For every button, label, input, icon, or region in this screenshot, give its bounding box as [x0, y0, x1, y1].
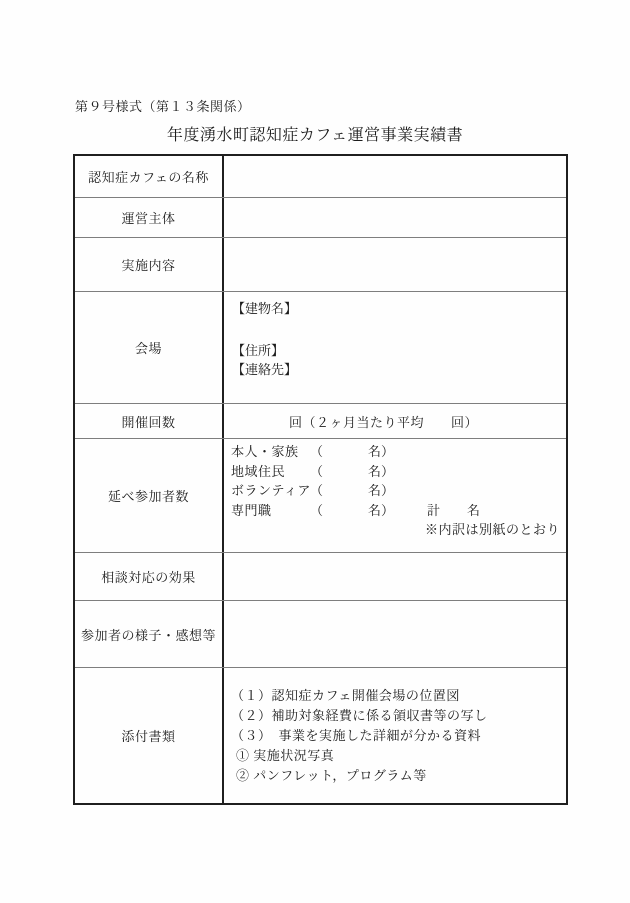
- participant-category: 本人・家族: [231, 444, 299, 459]
- participant-row-professionals: [231, 501, 562, 521]
- participant-open-paren: （: [310, 483, 324, 498]
- participant-row-family: [231, 442, 562, 462]
- venue-contact-label: 【連絡先】: [232, 362, 298, 377]
- attachment-item-2: （２）補助対象経費に係る領収書等の写し: [231, 707, 488, 723]
- table-row-attachments: [75, 668, 566, 803]
- participant-category: 専門職: [231, 502, 272, 518]
- table-row-consultation: [75, 553, 566, 601]
- row-label-participants: 延べ参加者数: [75, 439, 224, 552]
- participant-row-volunteers: [231, 481, 562, 501]
- cafe-name-blank-field: [224, 156, 566, 197]
- row-label-cafe-name: 認知症カフェの名称: [75, 156, 224, 197]
- venue-building-blank-space: [232, 318, 558, 341]
- venue-field: [224, 292, 566, 403]
- participant-unit: 名）: [368, 483, 395, 498]
- venue-building-label: 【建物名】: [232, 301, 298, 316]
- row-label-consultation: 相談対応の効果: [75, 553, 224, 600]
- attachment-subitem-1: ① 実施状況写真: [236, 747, 335, 763]
- row-label-details: 実施内容: [75, 238, 224, 291]
- participants-total-label: 計: [427, 502, 441, 518]
- operator-blank-field: [224, 198, 566, 237]
- impressions-blank-field: [224, 601, 566, 667]
- participant-row-residents: [231, 462, 562, 482]
- attachment-subitem-2: ② パンフレット，プログラム等: [236, 767, 427, 783]
- participant-open-paren: （: [310, 463, 324, 479]
- table-row-sessions: [75, 404, 566, 439]
- row-label-impressions: 参加者の様子・感想等: [75, 601, 224, 667]
- table-row-impressions: [75, 601, 566, 668]
- participants-field: [224, 439, 566, 552]
- form-number: 第９号様式（第１３条関係）: [75, 99, 251, 114]
- venue-address-label: 【住所】: [232, 343, 285, 358]
- page-title: 年度湧水町認知症カフェ運営事業実績書: [166, 127, 464, 144]
- row-label-sessions: 開催回数: [75, 404, 224, 438]
- table-row-details: [75, 238, 566, 292]
- participant-unit: 名）: [368, 463, 395, 479]
- attachment-item-3: （３） 事業を実施した詳細が分かる資料: [231, 727, 482, 743]
- sessions-count-field: 回（２ヶ月当たり平均 回）: [289, 414, 479, 430]
- participant-unit: 名）: [368, 444, 395, 459]
- participant-open-paren: （: [310, 502, 324, 518]
- participant-open-paren: （: [310, 444, 324, 459]
- participant-unit: 名）: [368, 502, 395, 518]
- table-row-participants: [75, 439, 566, 553]
- participant-category: ボランティア: [231, 483, 311, 498]
- row-label-operator: 運営主体: [75, 198, 224, 237]
- details-blank-field: [224, 238, 566, 291]
- row-label-venue: 会場: [75, 292, 224, 403]
- participants-total-unit: 名: [467, 502, 481, 518]
- participants-breakdown-note: ※内訳は別紙のとおり: [424, 522, 560, 537]
- attachment-item-1: （１）認知症カフェ開催会場の位置図: [231, 687, 460, 703]
- attachments-field: [224, 668, 566, 803]
- row-label-attachments: 添付書類: [75, 668, 224, 803]
- participant-category: 地域住民: [231, 463, 286, 479]
- consultation-blank-field: [224, 553, 566, 600]
- report-table: [73, 154, 568, 805]
- table-row-venue: [75, 292, 566, 404]
- table-row-operator: [75, 198, 566, 238]
- table-row-cafe-name: [75, 156, 566, 198]
